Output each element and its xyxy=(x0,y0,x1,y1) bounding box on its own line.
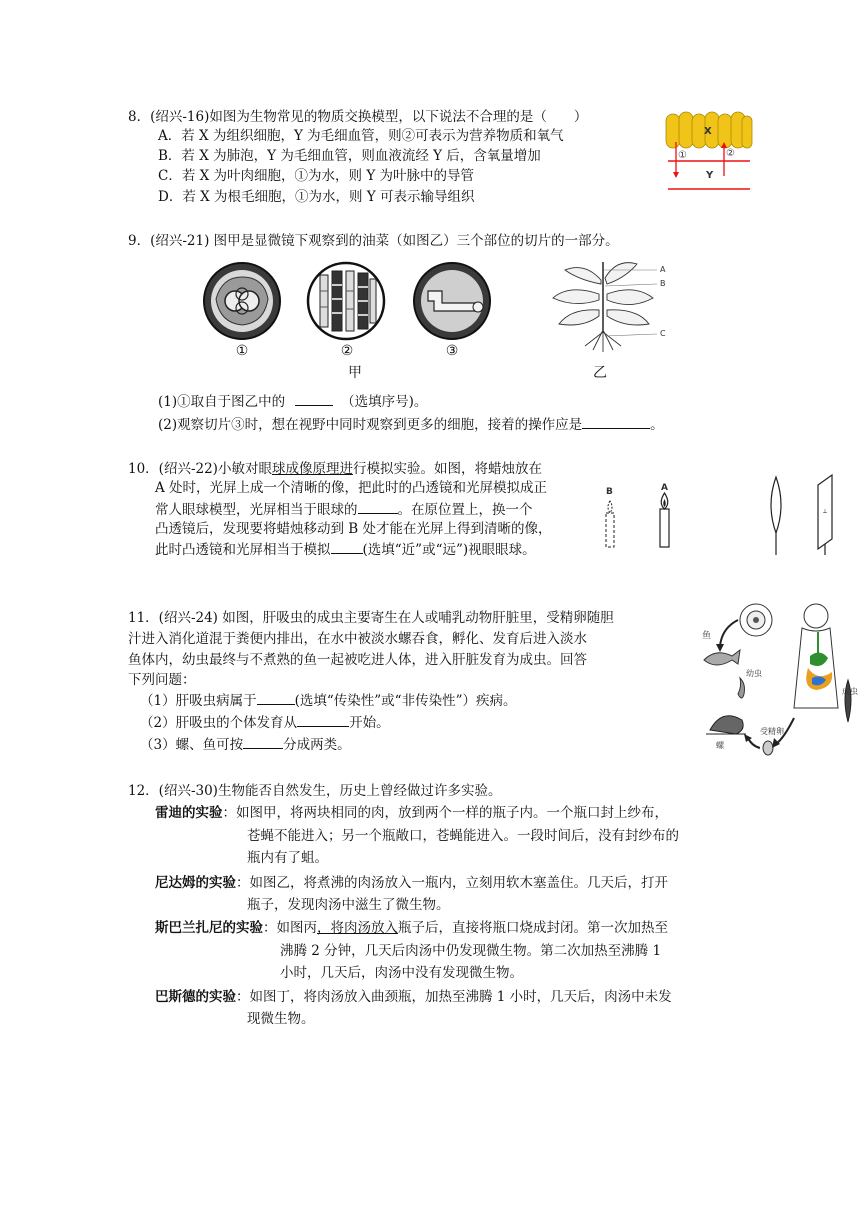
q10-line-3 xyxy=(155,499,533,520)
q10-line-1-b: 行模拟实验。如图，将蜡烛放在 xyxy=(352,461,542,477)
caption-1: ① xyxy=(235,343,249,359)
label-a: A xyxy=(661,483,668,493)
q12-redi-line-1 xyxy=(155,803,668,823)
label-b: B xyxy=(606,487,613,497)
spallanzani-text-1u: ，将肉汤放入 xyxy=(317,920,398,936)
exchange-model-figure xyxy=(662,110,754,200)
q11-line-2: 汁进入消化道混于粪便内排出，在水中被淡水螺吞食，孵化、发育后进入淡水 xyxy=(128,631,587,647)
q10-line-5-a: 此时凸透镜和光屏相当于模拟 xyxy=(155,542,331,558)
micrograph-2 xyxy=(306,261,386,341)
q11-part2-a: （2）肝吸虫的个体发育从 xyxy=(140,715,298,731)
svg-text:⟂: ⟂ xyxy=(823,508,828,515)
caption-3: ③ xyxy=(445,343,459,359)
q10-line-3-b: 。在原位置上，换一个 xyxy=(397,502,533,518)
q11-part1-a: （1）肝吸虫病属于 xyxy=(140,693,257,709)
label-fish: 鱼 xyxy=(702,631,712,641)
q12-needham-line-2: 瓶子，发现肉汤中滋生了微生物。 xyxy=(247,897,450,913)
q9-part2-text: (2)观察切片③时，想在视野中同时观察到更多的细胞，接着的操作应是 xyxy=(158,417,583,433)
rapeseed-plant-figure xyxy=(545,258,673,352)
label-x: X xyxy=(704,126,712,137)
needham-text-1: ：如图乙，将煮沸的肉汤放入一瓶内，立刻用软木塞盖住。几天后，打开 xyxy=(236,875,668,891)
q11-part2-b: 开始。 xyxy=(349,715,390,731)
q8-option-b[interactable]: B．若 X 为肺泡，Y 为毛细血管，则血液流经 Y 后，含氧量增加 xyxy=(158,148,541,164)
q9-answer-2-blank[interactable] xyxy=(582,414,650,429)
label-arrow1: ① xyxy=(678,150,687,161)
micrograph-1 xyxy=(202,261,282,341)
q9-part1-tail: （选填序号)。 xyxy=(341,394,428,410)
q9-part2 xyxy=(158,414,664,435)
label-snail: 螺 xyxy=(716,741,724,750)
label-arrow2: ② xyxy=(726,148,735,159)
q10-line-4: 凸透镜后，发现要将蜡烛移动到 B 处才能在光屏上得到清晰的像， xyxy=(155,521,552,537)
q8-stem: 8．(绍兴-16)如图为生物常见的物质交换模型，以下说法不合理的是（ ） xyxy=(128,109,588,125)
redi-text-1: ：如图甲，将两块相同的肉，放到两个一样的瓶子内。一个瓶口封上纱布， xyxy=(222,805,668,821)
spallanzani-text-1b: 瓶子后，直接将瓶口烧成封闭。第一次加热至 xyxy=(398,920,668,936)
q11-answer-1-blank[interactable] xyxy=(257,690,295,705)
q9-part1 xyxy=(158,391,427,412)
q12-spallanzani-line-3: 小时，几天后，肉汤中没有发现微生物。 xyxy=(280,965,523,981)
caption-2: ② xyxy=(340,343,354,359)
q12-spallanzani-line-1 xyxy=(155,918,668,938)
label-larva: 幼虫 xyxy=(746,669,762,678)
q12-pasteur-line-1 xyxy=(155,987,672,1007)
q9-part1-text: (1)①取自于图乙中的 xyxy=(158,394,286,410)
q11-line-3: 鱼体内，幼虫最终与不煮熟的鱼一起被吃进人体，进入肝脏发育为成虫。回答 xyxy=(128,652,587,668)
plant-label-b: B xyxy=(660,279,666,288)
pasteur-title: 巴斯德的实验 xyxy=(155,989,236,1005)
q10-line-2: A 处时，光屏上成一个清晰的像，把此时的凸透镜和光屏模拟成正 xyxy=(155,480,548,496)
q11-line-4: 下列问题： xyxy=(128,672,196,688)
micrograph-3 xyxy=(412,261,492,341)
q8-option-d[interactable]: D．若 X 为根毛细胞，①为水，则 Y 可表示输导组织 xyxy=(158,189,475,205)
spallanzani-text-1a: ：如图丙 xyxy=(263,920,317,936)
q10-line-1-underlined: 球成像原理进 xyxy=(271,461,353,477)
label-adult: 成虫 xyxy=(842,687,858,696)
q10-answer-2-blank[interactable] xyxy=(331,539,363,554)
needham-title: 尼达姆的实验 xyxy=(155,875,236,891)
q11-part1-b: (选填“传染性”或“非传染性”）疾病。 xyxy=(294,693,517,709)
q12-stem: 12．(绍兴-30)生物能否自然发生，历史上曾经做过许多实验。 xyxy=(128,783,502,799)
liver-fluke-lifecycle-figure xyxy=(698,598,860,760)
q9-part2-tail: 。 xyxy=(650,417,664,433)
q10-line-5 xyxy=(155,539,536,560)
q10-line-1 xyxy=(128,459,542,479)
caption-yi: 乙 xyxy=(593,365,607,381)
q11-part1 xyxy=(140,690,516,711)
caption-jia: 甲 xyxy=(348,365,362,381)
q12-pasteur-line-2: 现微生物。 xyxy=(247,1011,315,1027)
pasteur-text-1: ：如图丁，将肉汤放入曲颈瓶，加热至沸腾 1 小时，几天后，肉汤中未发 xyxy=(236,989,672,1005)
lens-experiment-figure xyxy=(600,473,852,555)
q11-part2 xyxy=(140,712,390,733)
q9-stem: 9．(绍兴-21) 图甲是显微镜下观察到的油菜（如图乙）三个部位的切片的一部分。 xyxy=(128,233,619,249)
q11-part3-b: 分成两类。 xyxy=(283,737,351,753)
q9-answer-1-blank[interactable] xyxy=(295,391,333,406)
q8-option-c[interactable]: C．若 X 为叶肉细胞，①为水，则 Y 为叶脉中的导管 xyxy=(158,168,475,184)
q10-line-1-a: 10．(绍兴-22)小敏对眼 xyxy=(128,461,272,477)
q10-answer-1-blank[interactable] xyxy=(358,499,398,514)
q11-answer-2-blank[interactable] xyxy=(297,712,349,727)
q11-line-1: 11．(绍兴-24) 如图，肝吸虫的成虫主要寄生在人或哺乳动物肝脏里，受精卵随胆 xyxy=(128,610,614,626)
q11-part3-a: （3）螺、鱼可按 xyxy=(140,737,244,753)
label-egg: 受精卵 xyxy=(760,727,784,736)
label-y: Y xyxy=(706,170,714,181)
redi-title: 雷迪的实验 xyxy=(155,805,223,821)
q10-line-3-a: 常人眼球模型，光屏相当于眼球的 xyxy=(155,502,358,518)
q12-spallanzani-line-2: 沸腾 2 分钟，几天后肉汤中仍发现微生物。第二次加热至沸腾 1 xyxy=(280,943,662,959)
spallanzani-title: 斯巴兰扎尼的实验 xyxy=(155,920,263,936)
plant-label-a: A xyxy=(660,265,666,274)
q11-answer-3-blank[interactable] xyxy=(243,734,283,749)
q8-option-a[interactable]: A．若 X 为组织细胞，Y 为毛细血管，则②可表示为营养物质和氧气 xyxy=(158,128,564,144)
q12-needham-line-1 xyxy=(155,873,668,893)
q12-redi-line-2: 苍蝇不能进入；另一个瓶敞口，苍蝇能进入。一段时间后，没有封纱布的 xyxy=(247,828,679,844)
plant-label-c: C xyxy=(660,329,666,338)
q12-redi-line-3: 瓶内有了蛆。 xyxy=(247,850,328,866)
q11-part3 xyxy=(140,734,351,755)
q10-line-5-b: (选填“近”或“远”)视眼眼球。 xyxy=(362,542,536,558)
